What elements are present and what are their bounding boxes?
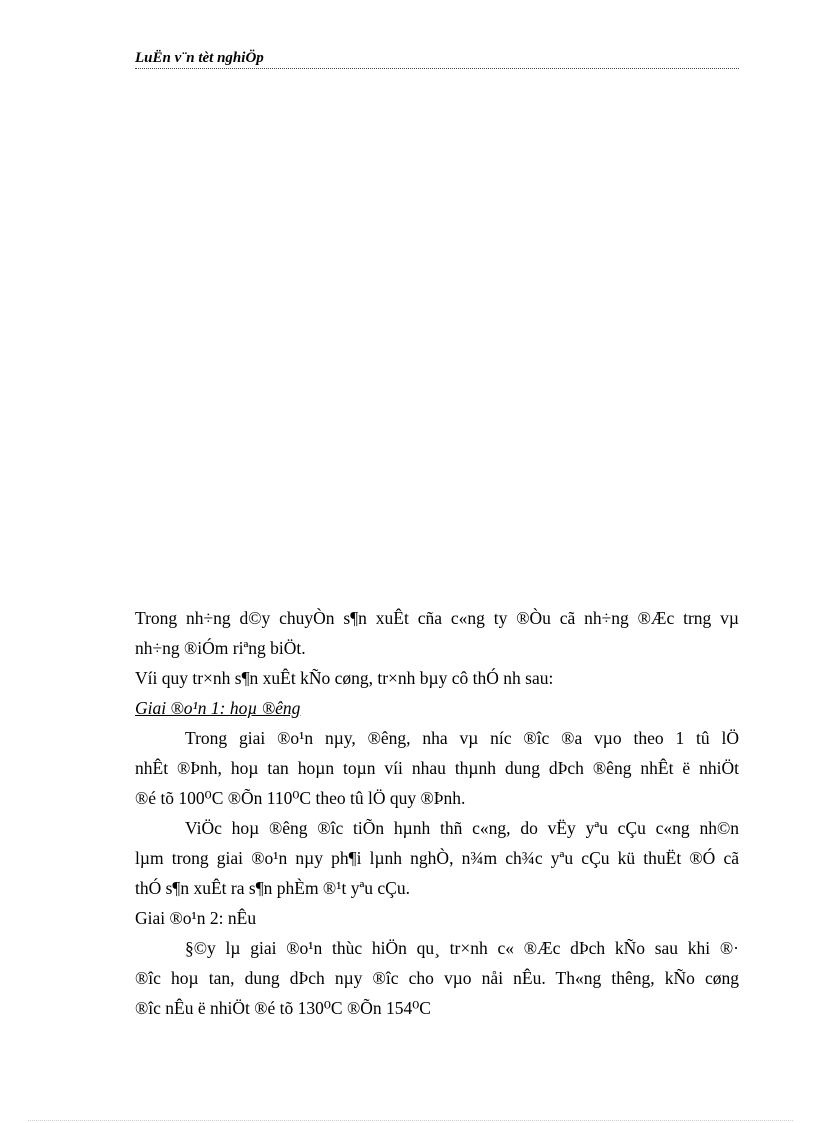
stage-1-paragraph-1-line-1: Trong giai ®o¹n nµy, ®êng, nha vµ níc ®îc ®a vµo theo 1 tû lÖ [185, 728, 739, 748]
intro-line-1: Trong nh÷ng d©y chuyÒn s¶n xuÊt cña c«ng ty ®Òu cã nh÷ng ®Æc trng vµ [135, 608, 739, 628]
stage-1-heading-text: Giai ®o¹n 1: hoµ ®êng [135, 698, 301, 718]
stage-1-heading [135, 693, 739, 723]
header-title: LuËn v¨n tèt nghiÖp [135, 50, 264, 66]
stage-2-line-2: ®îc hoµ tan, dung dÞch nµy ®îc cho vµo nåi nÊu. Th«ng thêng, kÑo cøng [135, 968, 739, 988]
stage-1-paragraph-2-line-1: ViÖc hoµ ®êng ®îc tiÕn hµnh thñ c«ng, do vËy yªu cÇu c«ng nh©n [185, 818, 739, 838]
stage-1-paragraph-2-line-3: thÓ s¶n xuÊt ra s¶n phÈm ®¹t yªu cÇu. [135, 878, 410, 898]
process-intro: Víi quy tr×nh s¶n xuÊt kÑo cøng, tr×nh bµy cô thÓ nh sau: [135, 668, 554, 688]
stage-1-paragraph-2-line-2: lµm trong giai ®o¹n nµy ph¶i lµnh nghÒ, n¾m ch¾c yªu cÇu kü thuËt ®Ó cã [135, 848, 739, 868]
stage-1-paragraph-1-line-2: nhÊt ®Þnh, hoµ tan hoµn toµn víi nhau thµnh dung dÞch ®êng nhÊt ë nhiÖt [135, 758, 739, 778]
stage-2-line-1: §©y lµ giai ®o¹n thùc hiÖn qu¸ tr×nh c« ®Æc dÞch kÑo sau khi ®· [185, 938, 739, 958]
footer-divider [28, 1120, 793, 1121]
page-header [135, 50, 739, 69]
stage-1-paragraph-1-line-3: ®é tõ 100⁰C ®Õn 110⁰C theo tû lÖ quy ®Þnh. [135, 788, 466, 808]
stage-2-heading: Giai ®o¹n 2: nÊu [135, 908, 257, 928]
document-body [135, 603, 739, 1023]
intro-line-2: nh÷ng ®iÓm riªng biÖt. [135, 638, 306, 658]
stage-2-line-3: ®îc nÊu ë nhiÖt ®é tõ 130⁰C ®Õn 154⁰C [135, 998, 431, 1018]
